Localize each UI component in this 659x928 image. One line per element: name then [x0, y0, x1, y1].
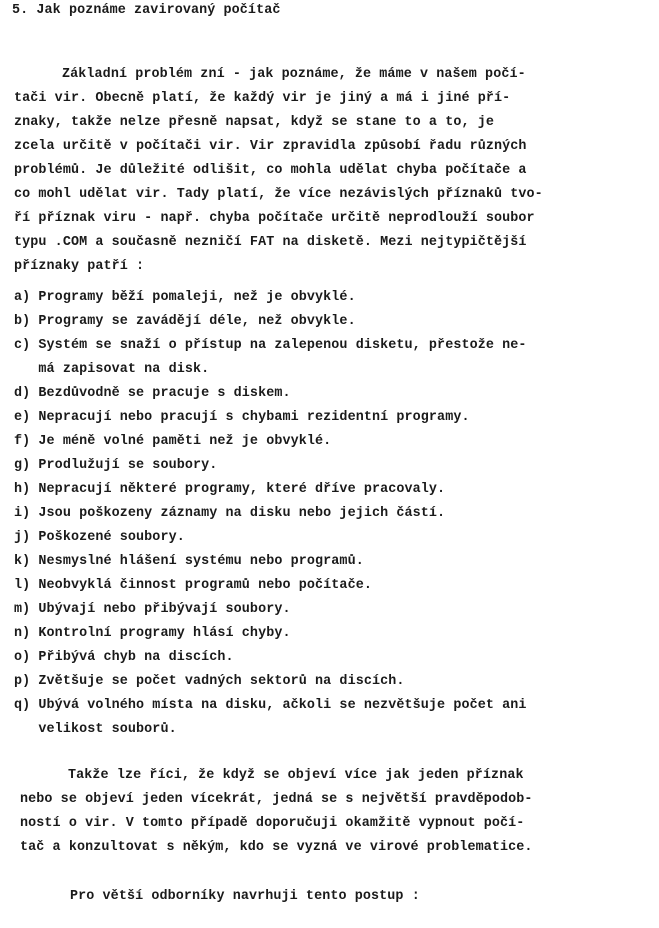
- intro-line: co mohl udělat vir. Tady platí, že více nezávislých příznaků tvo-: [14, 187, 543, 202]
- conclusion-line: nebo se objeví jeden vícekrát, jedná se s největší pravděpodob-: [20, 792, 533, 807]
- symptom-item: o) Přibývá chyb na discích.: [14, 650, 234, 665]
- symptom-item: l) Neobvyklá činnost programů nebo počítače.: [14, 578, 372, 593]
- symptom-item: a) Programy běží pomaleji, než je obvyklé.: [14, 290, 356, 305]
- symptom-item: e) Nepracují nebo pracují s chybami rezidentní programy.: [14, 410, 470, 425]
- symptom-item: j) Poškozené soubory.: [14, 530, 185, 545]
- symptom-item: i) Jsou poškozeny záznamy na disku nebo jejich částí.: [14, 506, 446, 521]
- intro-line: Základní problém zní - jak poznáme, že máme v našem počí-: [62, 67, 526, 82]
- conclusion-line: ností o vir. V tomto případě doporučuji okamžitě vypnout počí-: [20, 816, 525, 831]
- symptom-item: n) Kontrolní programy hlásí chyby.: [14, 626, 291, 641]
- symptom-item: g) Prodlužují se soubory.: [14, 458, 218, 473]
- conclusion-line: tač a konzultovat s někým, kdo se vyzná ve virové problematice.: [20, 840, 533, 855]
- symptom-item-continuation: velikost souborů.: [14, 722, 177, 737]
- intro-line: znaky, takže nelze přesně napsat, když se stane to a to, je: [14, 115, 495, 130]
- closing-line: Pro větší odborníky navrhuji tento postup :: [70, 889, 420, 904]
- symptom-item: f) Je méně volné paměti než je obvyklé.: [14, 434, 332, 449]
- intro-line: tači vir. Obecně platí, že každý vir je jiný a má i jiné pří-: [14, 91, 511, 106]
- symptom-item: q) Ubývá volného místa na disku, ačkoli se nezvětšuje počet ani: [14, 698, 527, 713]
- intro-line: ří příznak viru - např. chyba počítače určitě neprodlouží soubor: [14, 211, 535, 226]
- intro-line: problémů. Je důležité odlišit, co mohla udělat chyba počítače a: [14, 163, 527, 178]
- symptom-item: c) Systém se snaží o přístup na zalepenou disketu, přestože ne-: [14, 338, 527, 353]
- symptom-item: p) Zvětšuje se počet vadných sektorů na discích.: [14, 674, 405, 689]
- symptom-item: d) Bezdůvodně se pracuje s diskem.: [14, 386, 291, 401]
- symptom-item: h) Nepracují některé programy, které dříve pracovaly.: [14, 482, 446, 497]
- conclusion-line: Takže lze říci, že když se objeví více jak jeden příznak: [68, 768, 524, 783]
- symptom-item: m) Ubývají nebo přibývají soubory.: [14, 602, 291, 617]
- intro-line: příznaky patří :: [14, 259, 145, 274]
- intro-line: zcela určitě v počítači vir. Vir zpravidla způsobí řadu různých: [14, 139, 527, 154]
- section-title: 5. Jak poznáme zavirovaný počítač: [12, 3, 281, 18]
- symptom-item: b) Programy se zavádějí déle, než obvykle.: [14, 314, 356, 329]
- symptom-item: k) Nesmyslné hlášení systému nebo programů.: [14, 554, 364, 569]
- symptom-item-continuation: má zapisovat na disk.: [14, 362, 210, 377]
- intro-line: typu .COM a současně nezničí FAT na disketě. Mezi nejtypičtější: [14, 235, 527, 250]
